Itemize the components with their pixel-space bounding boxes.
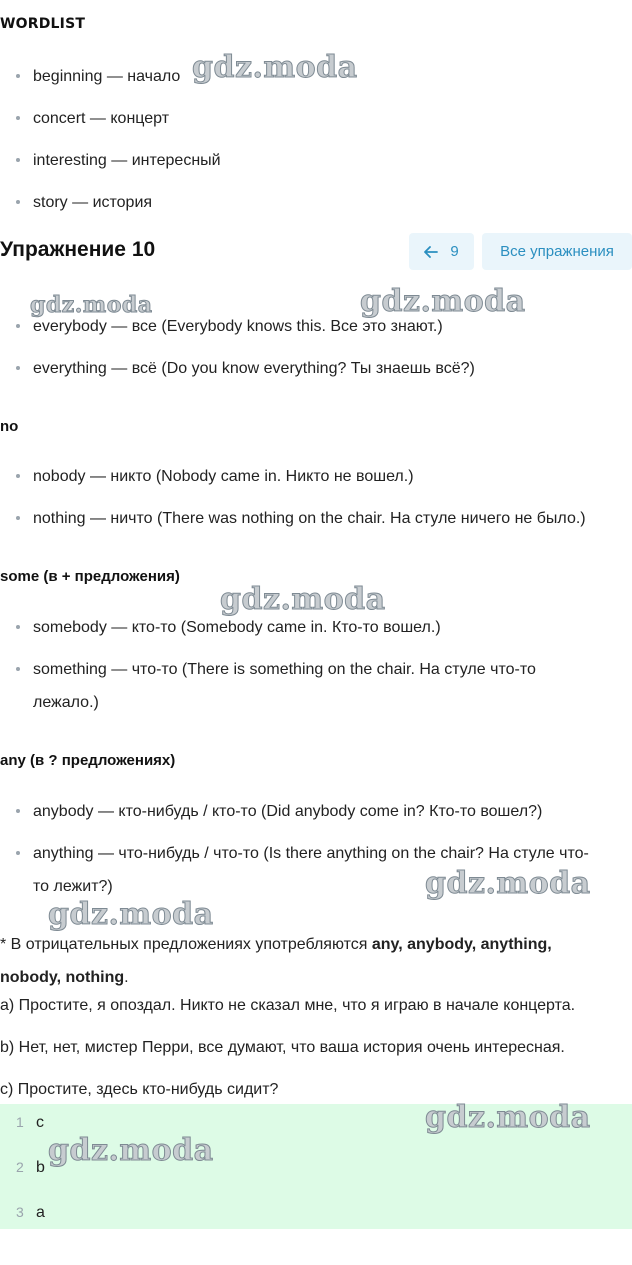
section-heading-no: no [0, 418, 19, 435]
answer-value: b [36, 1159, 45, 1176]
watermark: gdz.moda [425, 1100, 591, 1135]
answer-number: 2 [16, 1159, 24, 1175]
note-prefix: * В отрицательных предложениях употребляются [0, 936, 372, 953]
some-item: somebody — кто-то (Somebody came in. Кто-то вошел.) [16, 611, 441, 644]
note-bold-1: any, anybody, anything, [371, 936, 552, 953]
every-item: everything — всё (Do you know everything? Ты знаешь всё?) [16, 352, 475, 385]
wordlist-title: WORDLIST [0, 16, 86, 32]
wordlist-item: beginning — начало [16, 60, 180, 93]
answer-value: a [36, 1204, 45, 1221]
some-item-continuation: лежало.) [33, 694, 99, 711]
arrow-left-icon [424, 246, 438, 258]
exercise-title: Упражнение 10 [0, 238, 156, 261]
all-exercises-label: Все упражнения [500, 243, 614, 260]
wordlist-item: concert — концерт [16, 102, 169, 135]
translation-line: a) Простите, я опоздал. Никто не сказал мне, что я играю в начале концерта. [0, 997, 576, 1014]
translation-line: c) Простите, здесь кто-нибудь сидит? [0, 1081, 279, 1098]
any-item: anything — что-нибудь / что-то (Is there anything on the chair? На стуле что- [16, 837, 589, 870]
watermark: gdz.moda [360, 284, 526, 319]
any-item-continuation: то лежит?) [33, 878, 113, 895]
watermark: gdz.moda [48, 897, 214, 932]
answers-block [0, 1104, 632, 1229]
section-heading-some: some (в + предложения) [0, 568, 180, 585]
note-bold-2: nobody, nothing [0, 969, 125, 986]
every-item: everybody — все (Everybody knows this. Все это знают.) [16, 310, 443, 343]
answer-number: 1 [16, 1114, 24, 1130]
translation-line: b) Нет, нет, мистер Перри, все думают, что ваша история очень интересная. [0, 1039, 565, 1056]
note-suffix: . [124, 969, 129, 986]
watermark: gdz.moda [30, 292, 153, 318]
note-paragraph [0, 928, 632, 961]
watermark: gdz.moda [48, 1133, 214, 1168]
wordlist-item: story — история [16, 186, 152, 219]
prev-exercise-label: 9 [450, 243, 459, 260]
section-heading-any: any (в ? предложениях) [0, 752, 176, 769]
watermark: gdz.moda [425, 866, 591, 901]
no-item: nobody — никто (Nobody came in. Никто не вошел.) [16, 460, 414, 493]
watermark: gdz.moda [220, 582, 386, 617]
answer-number: 3 [16, 1204, 24, 1220]
answer-value: c [36, 1114, 44, 1131]
no-item: nothing — ничто (There was nothing on the chair. На стуле ничего не было.) [16, 502, 586, 535]
prev-exercise-button[interactable] [409, 233, 474, 270]
wordlist-item: interesting — интересный [16, 144, 221, 177]
all-exercises-button[interactable] [482, 233, 632, 270]
watermark: gdz.moda [192, 50, 358, 85]
some-item: something — что-то (There is something on the chair. На стуле что-то [16, 653, 536, 686]
any-item: anybody — кто-нибудь / кто-то (Did anybody come in? Кто-то вошел?) [16, 795, 542, 828]
